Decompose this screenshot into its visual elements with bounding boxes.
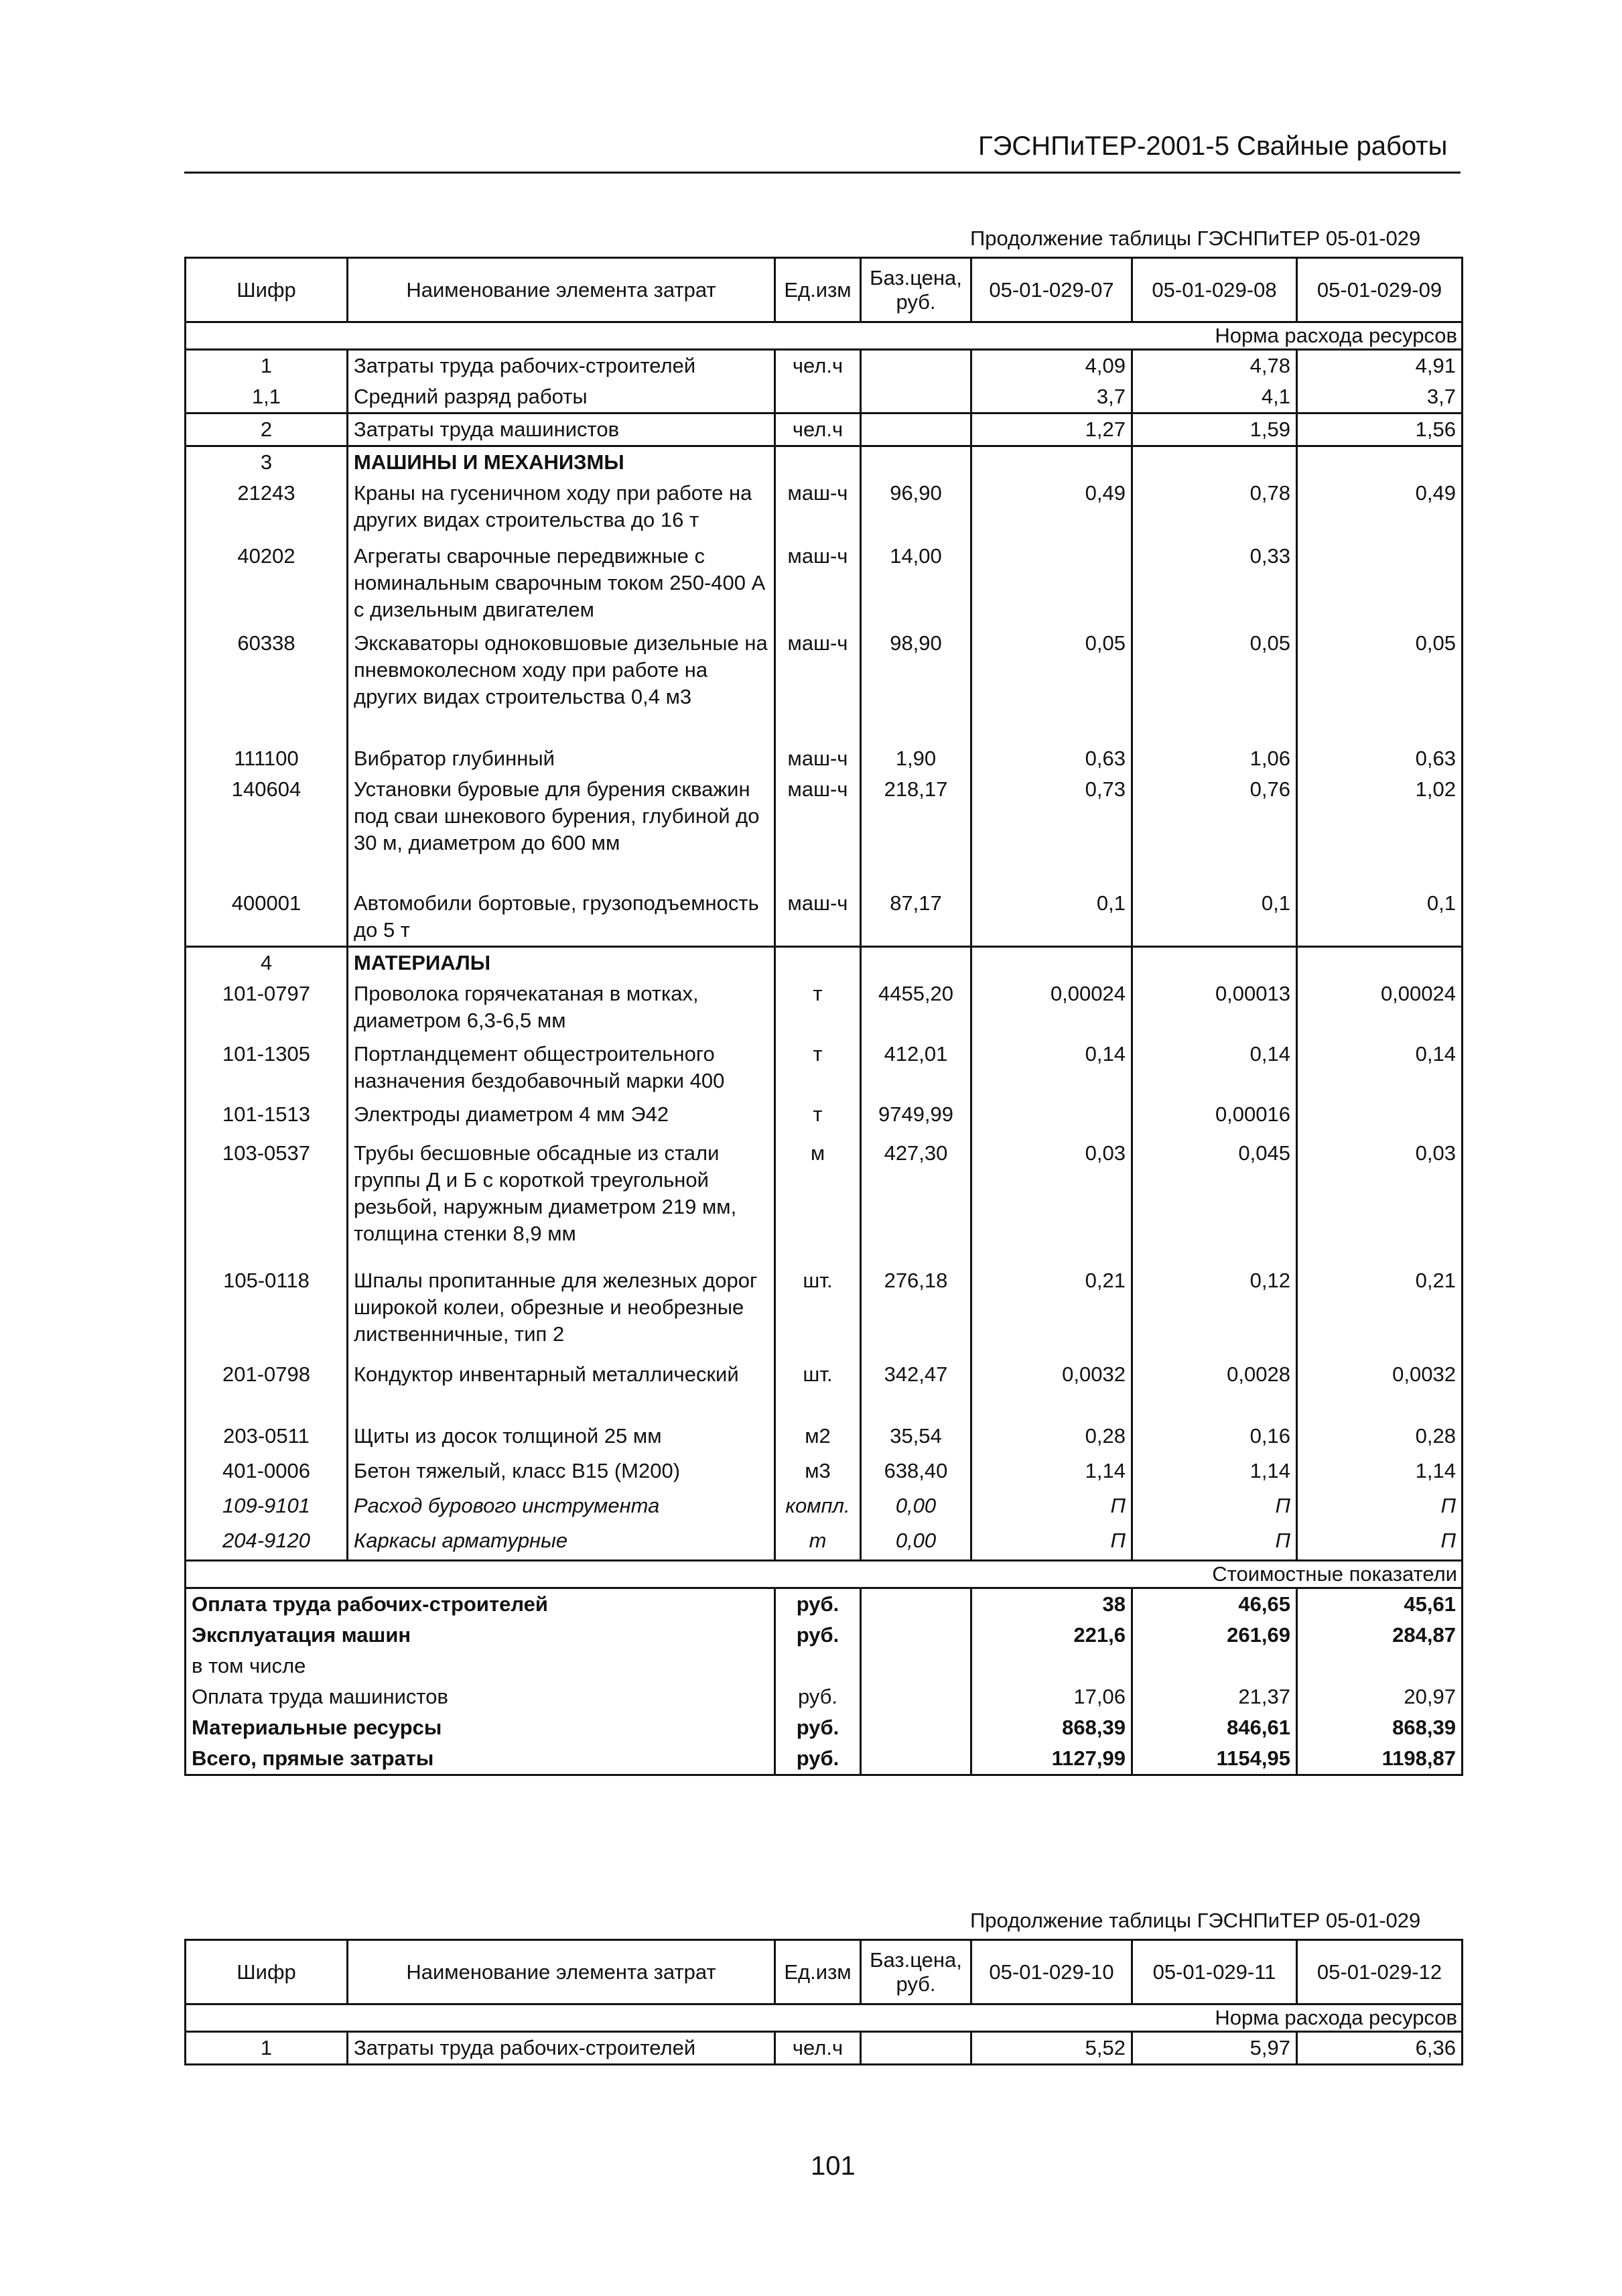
row-value-3: 0,14: [1297, 1039, 1463, 1099]
row-code: 40202: [186, 541, 348, 628]
row-name: Щиты из досок толщиной 25 мм: [348, 1421, 775, 1456]
cost-value-1: [971, 1651, 1132, 1681]
empty-cell: [1297, 947, 1463, 979]
cost-value-1: 17,06: [971, 1681, 1132, 1712]
material-row: [186, 1490, 1463, 1525]
row-value-2: 5,97: [1132, 2032, 1297, 2065]
col-v2-header: 05-01-029-11: [1132, 1940, 1297, 2004]
row-value-1: 0,63: [971, 743, 1132, 774]
row-code: 101-1305: [186, 1039, 348, 1099]
cost-row: [186, 1588, 1463, 1620]
row-code: 204-9120: [186, 1525, 348, 1560]
col-code-header: Шифр: [186, 258, 348, 322]
row-name: Шпалы пропитанные для железных дорог широкой колеи, обрезные и необрезные лиственничные, тип 2: [348, 1265, 775, 1359]
cost-value-3: 868,39: [1297, 1712, 1463, 1743]
row-value-2: 0,78: [1132, 478, 1297, 541]
row-value-1: 0,14: [971, 1039, 1132, 1099]
cost-unit: руб.: [775, 1743, 861, 1775]
row-value-3: 0,28: [1297, 1421, 1463, 1456]
row-value-2: 0,05: [1132, 628, 1297, 743]
material-row: [186, 978, 1463, 1039]
machine-row: [186, 628, 1463, 743]
labor-row: [186, 2032, 1463, 2065]
row-value-1: [971, 1099, 1132, 1138]
empty-cell: [861, 1651, 971, 1681]
row-value-3: 1,56: [1297, 413, 1463, 446]
col-v3-header: 05-01-029-12: [1297, 1940, 1463, 2004]
row-name: Электроды диаметром 4 мм Э42: [348, 1099, 775, 1138]
cost-label-row: [186, 1560, 1463, 1588]
row-unit: [775, 381, 861, 413]
row-name: Расход бурового инструмента: [348, 1490, 775, 1525]
table1-continuation: Продолжение таблицы ГЭСНПиТЕР 05-01-029: [970, 227, 1421, 250]
row-name: Средний разряд работы: [348, 381, 775, 413]
cost-name: Эксплуатация машин: [186, 1620, 775, 1651]
table1: [184, 257, 1463, 1776]
row-value-1: 0,73: [971, 774, 1132, 888]
section-title: МАШИНЫ И МЕХАНИЗМЫ: [348, 446, 775, 479]
row-unit: шт.: [775, 1359, 861, 1421]
row-value-1: 0,03: [971, 1138, 1132, 1265]
row-price: 98,90: [861, 628, 971, 743]
row-value-3: 0,1: [1297, 888, 1463, 947]
row-unit: т: [775, 1525, 861, 1560]
machine-row: [186, 774, 1463, 888]
row-name: Агрегаты сварочные передвижные с номинальным сварочным током 250-400 А с дизельным двигателем: [348, 541, 775, 628]
header-rule: [184, 172, 1461, 174]
machine-row: [186, 541, 1463, 628]
row-value-3: 6,36: [1297, 2032, 1463, 2065]
cost-value-2: 261,69: [1132, 1620, 1297, 1651]
col-v1-header: 05-01-029-07: [971, 258, 1132, 322]
row-value-2: 1,06: [1132, 743, 1297, 774]
col-v3-header: 05-01-029-09: [1297, 258, 1463, 322]
row-code: 201-0798: [186, 1359, 348, 1421]
cost-value-2: 46,65: [1132, 1588, 1297, 1620]
row-unit: чел.ч: [775, 350, 861, 382]
empty-cell: [1132, 446, 1297, 479]
labor-row: [186, 350, 1463, 382]
row-value-2: 1,59: [1132, 413, 1297, 446]
row-name: Краны на гусеничном ходу при работе на других видах строительства до 16 т: [348, 478, 775, 541]
row-unit: маш-ч: [775, 478, 861, 541]
row-value-2: 0,33: [1132, 541, 1297, 628]
cost-row: [186, 1620, 1463, 1651]
row-name: Портландцемент общестроительного назначения бездобавочный марки 400: [348, 1039, 775, 1099]
row-value-3: 0,0032: [1297, 1359, 1463, 1421]
row-value-2: П: [1132, 1490, 1297, 1525]
row-value-3: 1,14: [1297, 1456, 1463, 1490]
row-value-1: 0,28: [971, 1421, 1132, 1456]
cost-row: [186, 1651, 1463, 1681]
row-unit: м2: [775, 1421, 861, 1456]
row-code: 103-0537: [186, 1138, 348, 1265]
empty-cell: [861, 1588, 971, 1620]
empty-cell: [861, 1712, 971, 1743]
row-code: 101-1513: [186, 1099, 348, 1138]
cost-label: Стоимостные показатели: [186, 1560, 1463, 1588]
row-value-3: 3,7: [1297, 381, 1463, 413]
row-value-2: 0,0028: [1132, 1359, 1297, 1421]
row-unit: т: [775, 1039, 861, 1099]
cost-row: [186, 1681, 1463, 1712]
row-price: [861, 2032, 971, 2065]
empty-cell: [775, 947, 861, 979]
row-price: 342,47: [861, 1359, 971, 1421]
row-value-1: 5,52: [971, 2032, 1132, 2065]
col-name-header: Наименование элемента затрат: [348, 1940, 775, 2004]
cost-unit: руб.: [775, 1712, 861, 1743]
row-price: 35,54: [861, 1421, 971, 1456]
row-name: Трубы бесшовные обсадные из стали группы Д и Б с короткой треугольной резьбой, наружным диаметром 219 мм, толщина стенки 8,9 мм: [348, 1138, 775, 1265]
row-price: [861, 413, 971, 446]
row-price: 412,01: [861, 1039, 971, 1099]
row-name: Бетон тяжелый, класс В15 (М200): [348, 1456, 775, 1490]
cost-value-1: 868,39: [971, 1712, 1132, 1743]
table2-header-row: [186, 1940, 1463, 2004]
row-code: 2: [186, 413, 348, 446]
row-unit: чел.ч: [775, 2032, 861, 2065]
row-code: 21243: [186, 478, 348, 541]
row-unit: маш-ч: [775, 774, 861, 888]
material-row: [186, 1039, 1463, 1099]
row-code: 109-9101: [186, 1490, 348, 1525]
row-value-1: 0,1: [971, 888, 1132, 947]
empty-cell: [861, 947, 971, 979]
row-value-2: 0,76: [1132, 774, 1297, 888]
row-unit: чел.ч: [775, 413, 861, 446]
row-value-2: 0,12: [1132, 1265, 1297, 1359]
row-value-1: 0,05: [971, 628, 1132, 743]
machine-row: [186, 743, 1463, 774]
cost-value-3: 20,97: [1297, 1681, 1463, 1712]
cost-value-3: 284,87: [1297, 1620, 1463, 1651]
row-code: 140604: [186, 774, 348, 888]
empty-cell: [1132, 947, 1297, 979]
row-value-2: П: [1132, 1525, 1297, 1560]
row-price: [861, 381, 971, 413]
cost-value-2: 21,37: [1132, 1681, 1297, 1712]
cost-name: в том числе: [186, 1651, 775, 1681]
row-value-1: [971, 541, 1132, 628]
row-code: 105-0118: [186, 1265, 348, 1359]
row-value-3: [1297, 541, 1463, 628]
row-value-2: 0,00016: [1132, 1099, 1297, 1138]
norm-label-row: [186, 2004, 1463, 2032]
row-price: 0,00: [861, 1525, 971, 1560]
row-unit: маш-ч: [775, 743, 861, 774]
cost-name: Оплата труда рабочих-строителей: [186, 1588, 775, 1620]
row-value-1: 1,27: [971, 413, 1132, 446]
col-price-header: Баз.цена, руб.: [861, 1940, 971, 2004]
cost-value-3: [1297, 1651, 1463, 1681]
row-code: 1: [186, 350, 348, 382]
row-value-1: П: [971, 1525, 1132, 1560]
row-price: [861, 350, 971, 382]
empty-cell: [861, 446, 971, 479]
material-row: [186, 1421, 1463, 1456]
col-unit-header: Ед.изм: [775, 258, 861, 322]
empty-cell: [971, 446, 1132, 479]
materials-section-row: [186, 947, 1463, 979]
row-name: Проволока горячекатаная в мотках, диаметром 6,3-6,5 мм: [348, 978, 775, 1039]
row-name: Кондуктор инвентарный металлический: [348, 1359, 775, 1421]
row-value-1: 0,21: [971, 1265, 1132, 1359]
row-value-3: 4,91: [1297, 350, 1463, 382]
row-code: 60338: [186, 628, 348, 743]
cost-unit: руб.: [775, 1588, 861, 1620]
cost-unit: [775, 1651, 861, 1681]
row-unit: маш-ч: [775, 628, 861, 743]
row-value-1: 4,09: [971, 350, 1132, 382]
row-name: Вибратор глубинный: [348, 743, 775, 774]
row-value-1: 1,14: [971, 1456, 1132, 1490]
cost-value-2: 1154,95: [1132, 1743, 1297, 1775]
section-code: 4: [186, 947, 348, 979]
page-number: 101: [811, 2151, 856, 2181]
machine-row: [186, 888, 1463, 947]
row-price: 0,00: [861, 1490, 971, 1525]
row-price: 218,17: [861, 774, 971, 888]
col-price-header: Баз.цена, руб.: [861, 258, 971, 322]
section-code: 3: [186, 446, 348, 479]
row-unit: компл.: [775, 1490, 861, 1525]
row-code: 1: [186, 2032, 348, 2065]
cost-value-3: 45,61: [1297, 1588, 1463, 1620]
row-unit: м3: [775, 1456, 861, 1490]
material-row: [186, 1359, 1463, 1421]
row-value-2: 0,00013: [1132, 978, 1297, 1039]
empty-cell: [861, 1743, 971, 1775]
row-name: Каркасы арматурные: [348, 1525, 775, 1560]
row-unit: шт.: [775, 1265, 861, 1359]
empty-cell: [861, 1681, 971, 1712]
row-unit: м: [775, 1138, 861, 1265]
row-value-3: 0,63: [1297, 743, 1463, 774]
cost-name: Всего, прямые затраты: [186, 1743, 775, 1775]
row-value-3: [1297, 1099, 1463, 1138]
row-code: 111100: [186, 743, 348, 774]
row-price: 4455,20: [861, 978, 971, 1039]
table2: [184, 1939, 1463, 2065]
row-value-2: 1,14: [1132, 1456, 1297, 1490]
material-row: [186, 1525, 1463, 1560]
table2-continuation: Продолжение таблицы ГЭСНПиТЕР 05-01-029: [970, 1909, 1421, 1932]
row-unit: т: [775, 1099, 861, 1138]
row-name: Экскаваторы одноковшовые дизельные на пневмоколесном ходу при работе на других видах строительства 0,4 м3: [348, 628, 775, 743]
material-row: [186, 1138, 1463, 1265]
row-price: 9749,99: [861, 1099, 971, 1138]
row-value-1: 0,00024: [971, 978, 1132, 1039]
material-row: [186, 1099, 1463, 1138]
row-value-2: 0,16: [1132, 1421, 1297, 1456]
row-name: Затраты труда рабочих-строителей: [348, 350, 775, 382]
row-value-2: 4,78: [1132, 350, 1297, 382]
material-row: [186, 1265, 1463, 1359]
row-price: 87,17: [861, 888, 971, 947]
norm-label-row: [186, 322, 1463, 350]
empty-cell: [861, 1620, 971, 1651]
cost-unit: руб.: [775, 1620, 861, 1651]
row-value-3: 1,02: [1297, 774, 1463, 888]
col-code-header: Шифр: [186, 1940, 348, 2004]
row-price: 638,40: [861, 1456, 971, 1490]
row-value-3: П: [1297, 1490, 1463, 1525]
labor-row: [186, 381, 1463, 413]
row-value-3: 0,03: [1297, 1138, 1463, 1265]
row-price: 14,00: [861, 541, 971, 628]
row-value-2: 4,1: [1132, 381, 1297, 413]
machines-section-row: [186, 446, 1463, 479]
row-unit: т: [775, 978, 861, 1039]
cost-value-1: 1127,99: [971, 1743, 1132, 1775]
cost-value-1: 221,6: [971, 1620, 1132, 1651]
col-unit-header: Ед.изм: [775, 1940, 861, 2004]
norm-label: Норма расхода ресурсов: [186, 322, 1463, 350]
cost-name: Оплата труда машинистов: [186, 1681, 775, 1712]
empty-cell: [775, 446, 861, 479]
row-price: 1,90: [861, 743, 971, 774]
row-price: 276,18: [861, 1265, 971, 1359]
col-v2-header: 05-01-029-08: [1132, 258, 1297, 322]
row-code: 400001: [186, 888, 348, 947]
row-value-2: 0,14: [1132, 1039, 1297, 1099]
empty-cell: [1297, 446, 1463, 479]
cost-name: Материальные ресурсы: [186, 1712, 775, 1743]
row-unit: маш-ч: [775, 888, 861, 947]
row-value-3: П: [1297, 1525, 1463, 1560]
table1-header-row: [186, 258, 1463, 322]
row-code: 401-0006: [186, 1456, 348, 1490]
row-value-3: 0,00024: [1297, 978, 1463, 1039]
cost-unit: руб.: [775, 1681, 861, 1712]
row-price: 427,30: [861, 1138, 971, 1265]
material-row: [186, 1456, 1463, 1490]
labor-row: [186, 413, 1463, 446]
row-code: 101-0797: [186, 978, 348, 1039]
row-code: 203-0511: [186, 1421, 348, 1456]
empty-cell: [971, 947, 1132, 979]
running-header: ГЭСНПиТЕР-2001-5 Свайные работы: [978, 131, 1448, 161]
col-name-header: Наименование элемента затрат: [348, 258, 775, 322]
cost-row: [186, 1712, 1463, 1743]
row-value-1: 3,7: [971, 381, 1132, 413]
col-v1-header: 05-01-029-10: [971, 1940, 1132, 2004]
row-name: Затраты труда машинистов: [348, 413, 775, 446]
row-price: 96,90: [861, 478, 971, 541]
row-name: Автомобили бортовые, грузоподъемность до 5 т: [348, 888, 775, 947]
row-value-1: 0,49: [971, 478, 1132, 541]
row-value-2: 0,1: [1132, 888, 1297, 947]
row-name: Установки буровые для бурения скважин под сваи шнекового бурения, глубиной до 30 м, диаметром до 600 мм: [348, 774, 775, 888]
cost-value-2: 846,61: [1132, 1712, 1297, 1743]
cost-value-2: [1132, 1651, 1297, 1681]
row-unit: маш-ч: [775, 541, 861, 628]
cost-value-1: 38: [971, 1588, 1132, 1620]
row-value-3: 0,21: [1297, 1265, 1463, 1359]
row-value-2: 0,045: [1132, 1138, 1297, 1265]
row-value-3: 0,49: [1297, 478, 1463, 541]
row-name: Затраты труда рабочих-строителей: [348, 2032, 775, 2065]
row-value-1: П: [971, 1490, 1132, 1525]
row-value-3: 0,05: [1297, 628, 1463, 743]
row-code: 1,1: [186, 381, 348, 413]
section-title: МАТЕРИАЛЫ: [348, 947, 775, 979]
row-value-1: 0,0032: [971, 1359, 1132, 1421]
cost-row: [186, 1743, 1463, 1775]
machine-row: [186, 478, 1463, 541]
cost-value-3: 1198,87: [1297, 1743, 1463, 1775]
norm-label: Норма расхода ресурсов: [186, 2004, 1463, 2032]
